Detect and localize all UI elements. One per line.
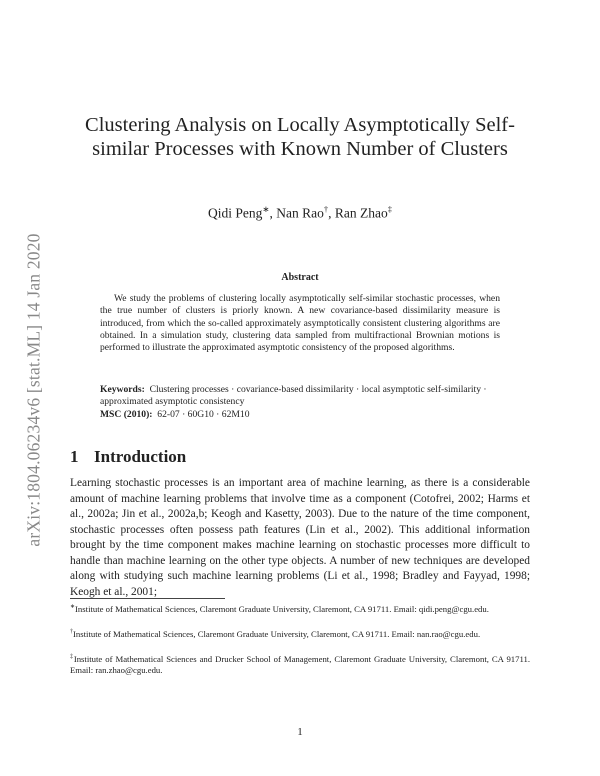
msc-label: MSC (2010): bbox=[100, 409, 153, 420]
author-mark: † bbox=[323, 204, 329, 214]
footnote-text: Institute of Mathematical Sciences and Drucker School of Management, Claremont Graduate University, Claremont, CA 91711. Email: ran.zhao@cgu.edu. bbox=[70, 653, 531, 676]
paper-title: Clustering Analysis on Locally Asymptotically Self-similar Processes with Known Number of Clusters bbox=[85, 114, 515, 160]
author-name: Ran Zhao bbox=[334, 205, 388, 221]
abstract-text: We study the problems of clustering locally asymptotically self-similar stochastic processes, when the true number of clusters is priorly known. A new covariance-based dissimilarity measure is introduced, from which the so-called approximately asymptotically consistent clustering algorithms are obtained. In a simulation study, clustering data sampled from multifractional Brownian motions is performed to illustrate the approximated asymptotic consistency of the proposed algorithms. bbox=[100, 293, 500, 354]
keywords-text: Clustering processes · covariance-based dissimilarity · local asymptotic self-similarity · approximated asymptotic consistency bbox=[100, 384, 487, 408]
section-body: Learning stochastic processes is an important area of machine learning, as there is a considerable amount of machine learning problems that involve time as a component (Cotofrei, 2002; Harms et al., 2002a; Jin et al., 2002a,b; Keogh and Kasetty, 2003). Due to the nature of the time component, stochastic processes often possess path features (Lin et al., 2002). This additional information brought by the time component makes machine learning on stochastic processes more difficult to handle than machine learning on the other type objects. A number of new techniques are developed along with studying such machine learning problems (Li et al., 1998; Bradley and Fayyad, 1998; Keogh et al., 2001; bbox=[70, 477, 530, 598]
section-title: Introduction bbox=[94, 447, 187, 466]
page-number: 1 bbox=[297, 726, 303, 738]
footnote bbox=[70, 627, 530, 640]
footnote-mark: † bbox=[70, 629, 73, 635]
footnote bbox=[70, 602, 530, 615]
arxiv-id: arXiv:1804.06234v6 [stat.ML] 14 Jan 2020 bbox=[23, 233, 44, 547]
author-name: Nan Rao bbox=[276, 205, 324, 221]
author-mark: ‡ bbox=[387, 204, 392, 214]
footnote-text: Institute of Mathematical Sciences, Claremont Graduate University, Claremont, CA 91711. Email: qidi.peng@cgu.edu. bbox=[75, 603, 489, 614]
keywords bbox=[100, 384, 500, 409]
author-mark: ∗ bbox=[262, 204, 270, 214]
footnote-text: Institute of Mathematical Sciences, Claremont Graduate University, Claremont, CA 91711. Email: nan.rao@cgu.edu. bbox=[73, 628, 481, 639]
abstract-heading: Abstract bbox=[281, 272, 319, 283]
msc-codes bbox=[100, 409, 500, 420]
footnote-rule bbox=[70, 598, 225, 599]
footnote-mark: ∗ bbox=[70, 604, 76, 610]
msc-text: 62-07 · 60G10 · 62M10 bbox=[157, 409, 250, 420]
author-name: Qidi Peng bbox=[207, 205, 263, 221]
keywords-label: Keywords: bbox=[100, 384, 145, 395]
footnote bbox=[70, 652, 530, 677]
author-list: Qidi Peng∗, Nan Rao†, Ran Zhao‡ bbox=[207, 204, 392, 221]
section-number: 1 bbox=[70, 447, 79, 466]
footnote-mark: ‡ bbox=[70, 654, 74, 660]
arxiv-sidebar-stamp bbox=[22, 200, 46, 580]
section-heading bbox=[70, 447, 186, 467]
